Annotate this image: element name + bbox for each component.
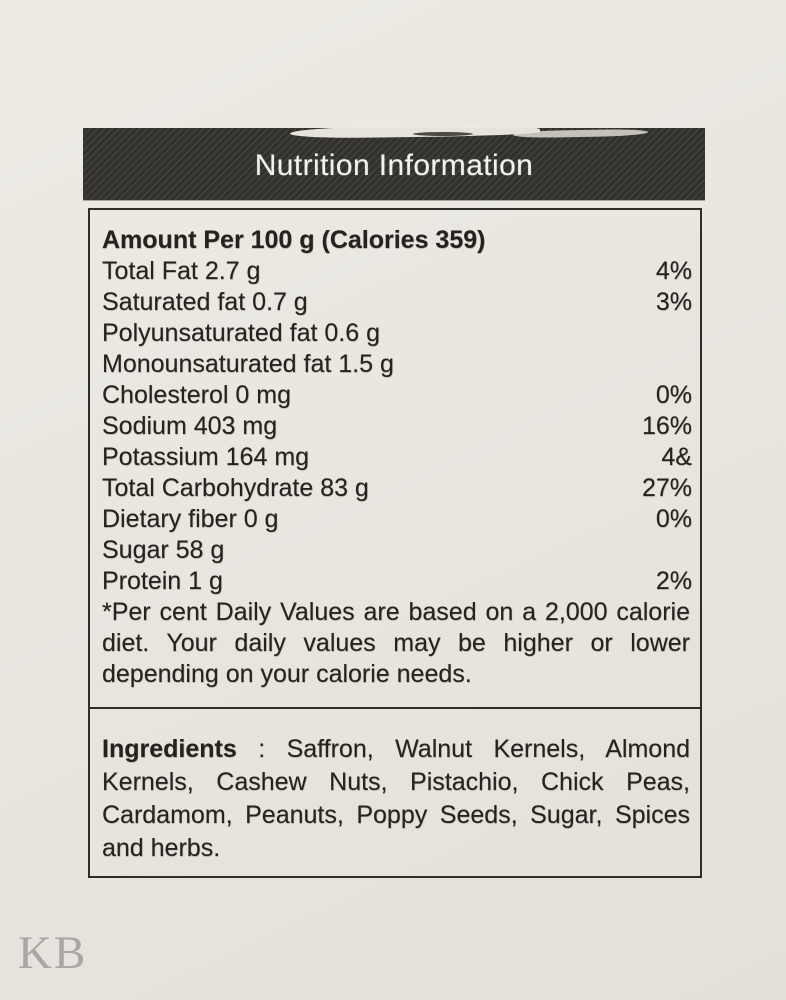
nutrient-row-sodium [102, 411, 692, 442]
nutrient-daily-value: 16% [641, 412, 692, 440]
kb-watermark: KB [18, 927, 88, 979]
nutrient-row-total-fat [102, 256, 692, 287]
nutrient-name: Saturated fat 0.7 g [102, 288, 308, 316]
amount-per-serving-row [102, 225, 692, 256]
nutrient-daily-value: 4& [661, 443, 692, 471]
nutrient-name: Protein 1 g [102, 567, 223, 595]
nutrition-facts-box [88, 208, 702, 878]
nutrient-name: Dietary fiber 0 g [102, 505, 279, 533]
nutrient-row-saturated-fat [102, 287, 692, 318]
nutrient-name: Total Fat 2.7 g [102, 257, 261, 285]
nutrient-row-potassium [102, 442, 692, 473]
nutrient-name: Sodium 403 mg [102, 412, 278, 440]
nutrient-row-monounsaturated-fat [102, 349, 692, 380]
ingredients-label: Ingredients [102, 735, 237, 763]
nutrient-name: Potassium 164 mg [102, 443, 310, 471]
nutrient-daily-value: 3% [655, 288, 692, 316]
serving-header-text: Amount Per 100 g (Calories 359) [102, 226, 486, 254]
print-smudge [413, 132, 473, 136]
nutrient-name: Polyunsaturated fat 0.6 g [102, 319, 380, 347]
nutrient-daily-value: 27% [641, 474, 692, 502]
nutrient-row-sugar [102, 535, 692, 566]
nutrient-row-protein [102, 566, 692, 597]
nutrient-name: Total Carbohydrate 83 g [102, 474, 369, 502]
ingredients-text: : Saffron, Walnut Kernels, Almond Kernels, Cashew Nuts, Pistachio, Chick Peas, Cardamom, Peanuts, Poppy Seeds, Sugar, Spices and herbs. [102, 735, 690, 862]
nutrient-daily-value: 0% [655, 505, 692, 533]
nutrition-table [90, 210, 700, 707]
daily-value-footnote: *Per cent Daily Values are based on a 2,000 calorie diet. Your daily values may be higher or lower depending on your calorie needs. [102, 598, 690, 688]
nutrient-row-total-carbohydrate [102, 473, 692, 504]
nutrient-name: Cholesterol 0 mg [102, 381, 291, 409]
nutrient-row-polyunsaturated-fat [102, 318, 692, 349]
nutrition-header-bar [83, 128, 705, 200]
nutrient-name: Sugar 58 g [102, 536, 225, 564]
ingredients-section [90, 707, 700, 865]
nutrient-row-cholesterol [102, 380, 692, 411]
nutrient-daily-value: 4% [655, 257, 692, 285]
label-title: Nutrition Information [254, 149, 534, 182]
nutrient-daily-value: 0% [655, 381, 692, 409]
nutrient-row-dietary-fiber [102, 504, 692, 535]
nutrient-daily-value: 2% [655, 567, 692, 595]
print-smudge [290, 124, 540, 138]
nutrient-name: Monounsaturated fat 1.5 g [102, 350, 394, 378]
